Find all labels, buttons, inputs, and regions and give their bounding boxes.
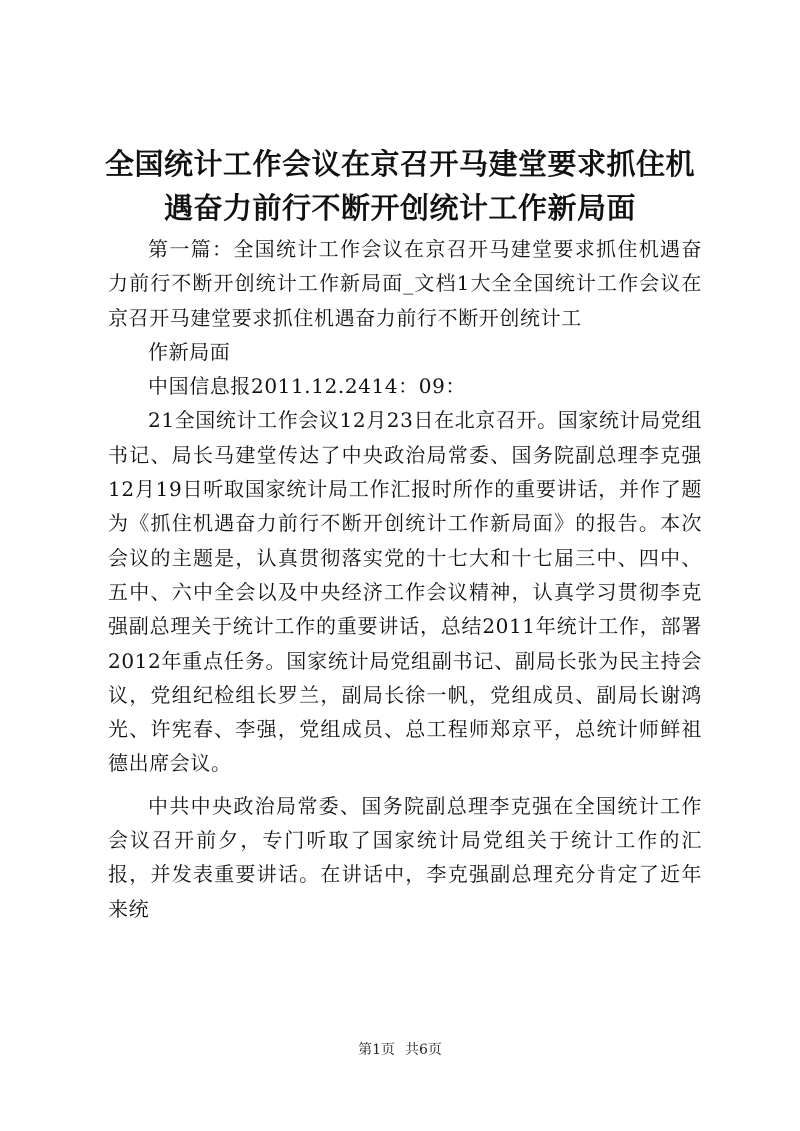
document-title bbox=[100, 142, 700, 230]
paragraph-main: 21全国统计工作会议12月23日在北京召开。国家统计局党组书记、局长马建堂传达了中央政治局常委、国务院副总理李克强12月19日听取国家统计局工作汇报时所作的重要讲话，并作了题为《抓住机遇奋力前行不断开创统计工作新局面》的报告。本次会议的主题是，认真贯彻落实党的十七大和十七届三中、四中、五中、六中全会以及中央经济工作会议精神，认真学习贯彻李克强副总理关于统计工作的重要讲话，总结2011年统计工作，部署2012年重点任务。国家统计局党组副书记、副局长张为民主持会议，党组纪检组长罗兰，副局长徐一帆，党组成员、副局长谢鸿光、许宪春、李强，党组成员、总工程师郑京平，总统计师鲜祖德出席会议。 bbox=[108, 408, 702, 776]
paragraph-source: 中国信息报2011.12.2414：09： bbox=[148, 374, 467, 399]
page-number: 第1页 bbox=[358, 1042, 395, 1058]
page-total: 共6页 bbox=[405, 1042, 442, 1058]
paragraph-second: 中共中央政治局常委、国务院副总理李克强在全国统计工作会议召开前夕，专门听取了国家统计局党组关于统计工作的汇报，并发表重要讲话。在讲话中，李克强副总理充分肯定了近年来统 bbox=[108, 793, 702, 921]
page-footer bbox=[0, 1041, 800, 1059]
document-body bbox=[108, 232, 702, 926]
title-line-2: 遇奋力前行不断开创统计工作新局面 bbox=[163, 191, 636, 225]
title-line-1: 全国统计工作会议在京召开马建堂要求抓住机 bbox=[104, 147, 695, 181]
paragraph-heading: 第一篇：全国统计工作会议在京召开马建堂要求抓住机遇奋力前行不断开创统计工作新局面_文档1大全全国统计工作会议在京召开马建堂要求抓住机遇奋力前行不断开创统计工 bbox=[108, 237, 702, 330]
paragraph-heading-continued: 作新局面 bbox=[148, 339, 231, 364]
